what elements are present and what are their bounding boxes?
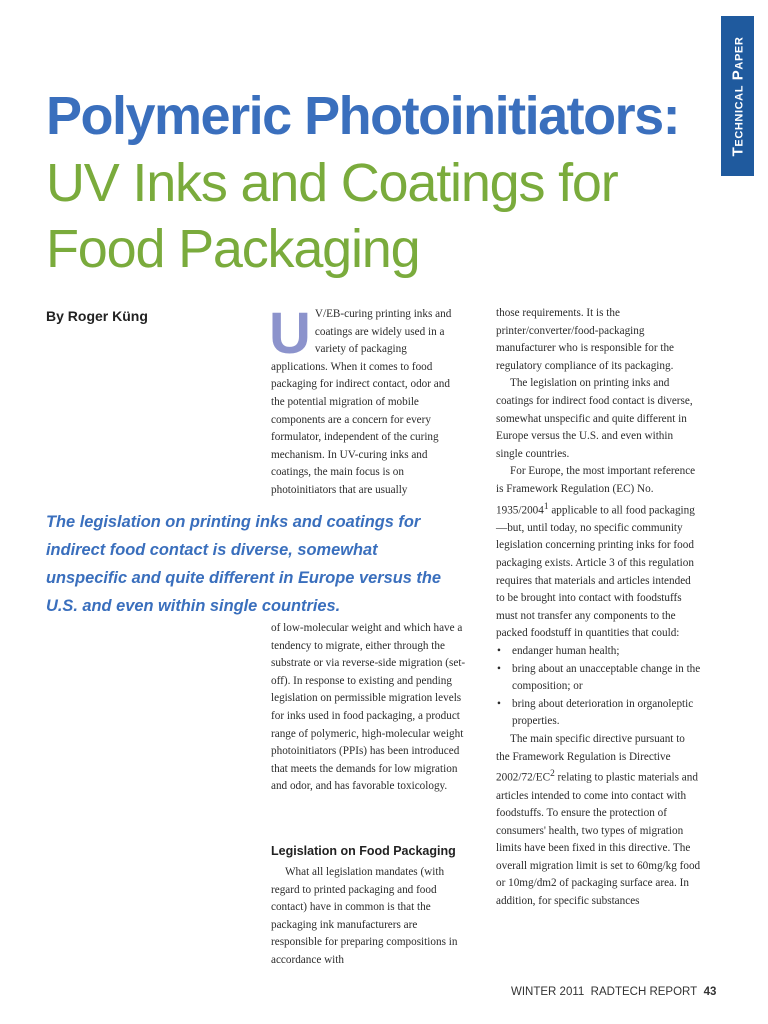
text-run: The main specific directive pursuant to the Framework Regulation is Directive 2002/72/EC [496, 732, 685, 784]
paragraph: The legislation on printing inks and coatings for indirect food contact is diverse, somewhat unspecific and quite different in Europe versus the U.S. and even within single countries. [496, 377, 693, 460]
bullet-list [496, 643, 701, 731]
list-item: • bring about an unacceptable change in the composition; or [496, 661, 701, 696]
footnote-ref: 2 [550, 769, 555, 780]
page-number: 43 [703, 986, 717, 998]
article-subtitle: UV Inks and Coatings for Food Packaging [46, 153, 618, 279]
paragraph [496, 463, 701, 643]
byline: By Roger Küng [46, 308, 148, 324]
publication-name: RADTECH REPORT [590, 986, 698, 998]
intro-paragraph: V/EB-curing printing inks and coatings are widely used in a variety of packaging applications. When it comes to food packaging for indirect contact, odor and the potential migration of mobile components are a concern for every formulator, independent of the curing mechanism. In UV-curing inks and coatings, the main focus is on photoinitiators that are usually [271, 308, 452, 496]
list-item: • endanger human health; [496, 643, 701, 661]
footnote-ref: 1 [543, 501, 549, 512]
drop-cap: U [269, 301, 311, 366]
intro-continuation [271, 620, 471, 796]
legislation-paragraph: What all legislation mandates (with regard to printed packaging and food contact) have in common is that the packaging ink manufacturers are responsible for preparing compositions in accordance with [271, 866, 458, 966]
legislation-column [271, 864, 471, 970]
issue-date: WINTER 2011 [511, 986, 585, 998]
list-item: • bring about deterioration in organoleptic properties. [496, 696, 701, 731]
pull-quote: The legislation on printing inks and coatings for indirect food contact is diverse, somewhat unspecific and quite different in Europe versus the U.S. and even within single countries. [46, 513, 441, 615]
section-tab-label: Technical Paper [729, 36, 747, 156]
text-run: relating to plastic materials and articles intended to come into contact with foodstuffs. To ensure the protection of consumers' health, two types of migration limits have been fixed in this directive. The overall migration limit is set to 60mg/kg food or 10mg/dm2 of packaging surface area. In addition, for specific substances [496, 771, 701, 908]
section-tab [721, 16, 754, 176]
intro-column [269, 301, 460, 500]
section-heading: Legislation on Food Packaging [271, 844, 456, 858]
page-footer [511, 986, 716, 998]
continuation-paragraph: of low-molecular weight and which have a tendency to migrate, either through the substrate or via reverse-side migration (set-off). In response to existing and pending legislation on permissible migration levels for inks used in food packaging, a product range of polymeric, high-molecular weight photoinitiators (PPIs) has been introduced that meets the demands for low migration and odor, and has favorable toxicology. [271, 622, 466, 793]
paragraph: those requirements. It is the printer/converter/food-packaging manufacturer who is responsible for the regulatory compliance of its packaging. [496, 307, 675, 372]
paragraph [496, 731, 701, 911]
right-column [496, 305, 701, 911]
text-run: applicable to all food packaging—but, until today, no specific community legislation concerning printing inks for food packaging exists. Article 3 of this regulation requires that materials and articles intended to be brought into contact with foodstuffs must not transfer any components to the packed foodstuff in quantities that could: [496, 504, 695, 640]
text-run: For Europe, the most important reference is Framework Regulation (EC) No. 1935/2004 [496, 465, 696, 517]
article-title: Polymeric Photoinitiators: [46, 86, 680, 146]
